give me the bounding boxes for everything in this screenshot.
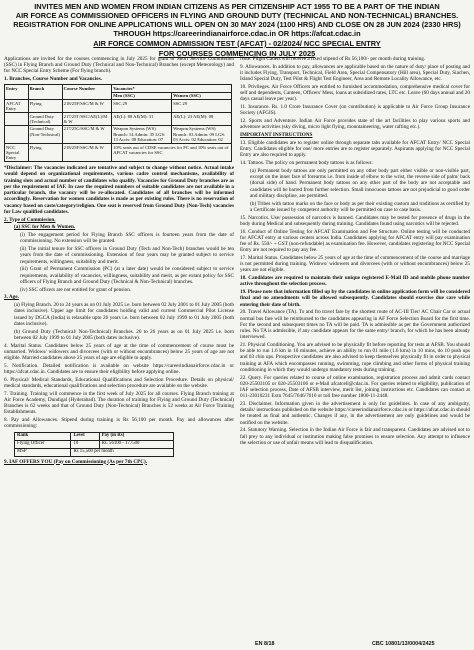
physical-conditioning-paragraph: 21. Physical Conditioning. You are advised to be physically fit before reporting for tests at AFSB. You should be able to run 1.6 km in 10 minutes, achieve an ability to run 01 mile (1.6 kms) in 10 mins, do 10 push ups and 03 chin ups. Prospective candidates are also advised to keep themselves physically fit in order to physical training at AFA which encompasses running, swimming, rope climbing and other forms of physical training conditioning in which they would undergo mandatory tests during training.: [240, 342, 470, 373]
vacancy-table-header-vacancies: Vacancies*: [112, 85, 232, 92]
registration-paragraph: 13. Eligible candidates are to register online through separate tabs available for AFCAT Entry/ NCC Special Entry. Candidates eligible for one/ more entries are to register separately. Aspirants applying for NCC Special Entry are also required to apply.: [240, 140, 470, 159]
standards-paragraph: 6. Physical/ Medical Standards, Educational Qualifications and Selection Procedure. Details on physical/ medical standards, educational qualifications and selection procedure are available on the website.: [4, 376, 234, 389]
pay-table: [14, 432, 174, 457]
disclaimer-paragraph: *Disclaimer: The vacancies indicated are tentative and subject to change without notice. Actual intake would depend on organizational requirements, various cadre control mechanisms, availability of training slots and actual number of candidates who qualify. Vacancies for Ground Duty branches are as per the requirement of IAF. In case the required numbers of suitable candidates are not available in a particular branch, the vacancy will be re-allocated. Candidates of all branches will be informed accordingly. Reservation for women candidates is made as per existing rules. There is no reservation of vacancy based on caste/category/religion. One seat is reserved from Ground Duty (Non-Tech) vacancies for Law qualified candidates.: [4, 165, 234, 215]
footer-code-mid: EN 8/18: [255, 641, 275, 647]
table-row: [5, 100, 232, 113]
header-line-2: AIR FORCE AS COMMISSIONED OFFICERS IN FLYING AND GROUND DUTY (TECHNICAL AND NON-TECHNICAL) BRANCHES.: [15, 11, 459, 20]
table-cell: Ground Duty (Technical): [28, 113, 62, 126]
table-row: [15, 440, 174, 448]
age-ground-duty: (b) Ground Duty (Technical/ Non-Technical) Branches. 20 to 26 years as on 01 July 2025 i.e. born between 02 July 1999 to 01 July 2005 (both dates inclusive).: [14, 328, 234, 341]
stipend-note: Note. Flight Cadets will receive a fixed stipend of Rs 56,100/- per month during training.: [240, 56, 426, 62]
privileges-paragraph: 10. Privileges. Air Force Officers are entitled to furnished accommodation, comprehensive medical cover for self and dependents, Canteen, Officers' Mess, loans at subsidized rates, LTC etc. Leave (60 days annual and 20 days casual leave per year).: [240, 84, 470, 103]
sports-paragraph: 12. Sports and Adventure. Indian Air Force provides state of the art facilities to play various sports and adventure activities (sky diving, micro light flying, mountaineering, water rafting etc.).: [240, 118, 470, 131]
query-paragraph: 22. Query. For queries related to course of online examination, registration process and admit cards contact 020-25503105 or 020-25503106 or e-Mail afcatcell@cdac.in. For queries related to eligibility, publication of IAF selection process, Date of AFSB interview, merit list, joining instructions etc. Candidates can contact at 011-23010231 Extn 7645/7646/7610 or toll free number 1800-11-2448.: [240, 374, 470, 400]
disclaimer-right-paragraph: 23. Disclaimer. Information given in the advertisement is only for guidelines. In case of any ambiguity, details/ instructions published on the website https://careerindianairforce.cdac.in or https://afcat.cdac.in should be treated as final and authentic. Changes if any, in the advertisement are only guidelines and would be notified on the website.: [240, 401, 470, 426]
ssc-point-iv: (iv) SSC officers are not entitled for grant of pension.: [20, 286, 132, 293]
narcotics-paragraph: 15. Narcotics. Use/ possession of narcotics is banned. Candidates may be tested for presence of drugs in the body during Medical and subsequently during training. Candidates found using narcotics will be rejected.: [240, 214, 470, 227]
online-testing-paragraph: 16. Conduct of Online Testing for AFCAT Examination and Fee Structure. Online testing will be conducted for AFCAT entry at various centers across India. Candidates applying for AFCAT entry will pay examination fee of Rs. 550/- + GST (non-refundable) as examination fee. However, candidates registering for NCC Special Entry are not required to pay any fee.: [240, 228, 470, 254]
table-cell: AE(L): 88 AE(M): 31: [112, 113, 172, 126]
pay-table-header-pay: Pay (in Rs): [99, 432, 173, 440]
age-heading: 3. Age.: [4, 294, 19, 301]
vacancy-table-header-men: Men (SSC): [112, 92, 172, 99]
vacancy-table: [4, 84, 232, 162]
header-line-3: REGISTRATION FOR ONLINE APPLICATIONS WILL OPEN ON 30 MAY 2024 (1100 HRS) AND CLOSE ON 28 JUN 2024 (2330 HRS): [13, 20, 461, 29]
tattoos-point-b: (b) Tribes with tattoo marks on the face or body as per their existing custom and traditions as certified by a Certificate issued by competent authority will be permitted on case to case basis.: [250, 200, 470, 213]
insurance-paragraph: 11. Insurance. Rs. 1.0 Crore Insurance Cover (on contribution) is applicable to Air Force Group Insurance Society (AFGIS).: [240, 104, 470, 117]
pay-paragraph: 8. Pay and Allowances. Stipend during training is Rs 56,100 per month. Pay and allowances after commissioning:: [4, 417, 234, 430]
table-cell: Ground Duty (Non-Technical): [28, 125, 62, 143]
tattoos-paragraph: 14. Tattoos. The policy on permanent body tattoos is as follows:: [240, 160, 373, 167]
table-cell: Flying Officer: [15, 440, 71, 448]
ssc-point-ii: (ii) The initial tenure for SSC officers in Ground Duty (Tech and Non-Tech) branches would be ten years from the date of commissioning. Extension of four years may be granted subject to service requirements, willingness, suitability and merit.: [20, 246, 234, 265]
tattoos-point-a: (a) Permanent body tattoos are only permitted on any other body part either visible or non-visible part, except on the inner face of forearms i.e. from inside of elbow to the wrist, the reverse side of palm/ back (dorsal side) of hand. Permanent body tattoos on any other part of the body are not acceptable and candidates will be barred from further selection. Small innocuous tattoos are not prejudicial to good order and military discipline, are permitted.: [250, 168, 470, 199]
ssc-point-iii: (iii) Grant of Permanent Commission (PC) (at a later date) would be considered subject to service requirements, availability of vacancies, willingness, suitability and merit, as per extant policy for SSC officers of Flying Branch and Ground Duty (Technical & Non-Technical) branches.: [20, 266, 234, 285]
table-cell: Rs. 56100 - 177500: [99, 440, 173, 448]
pay-table-msp-label: MSP: [15, 448, 71, 456]
marital-status-right-paragraph: 17. Marital Status. Candidates below 25 years of age at the time of commencement of the course and marriage is not permitted during training. Widows/ widowers and divorcees (with or without encumbrances) below 25 years are not eligible.: [240, 255, 470, 274]
important-instructions-heading: IMPORTANT INSTRUCTIONS: [240, 132, 313, 139]
table-cell: 10% seats out of CDSE vacancies for PC and 10% seats out of AFCAT vacancies for SSC: [112, 144, 232, 162]
table-cell: 217/25G/SSC/M & W: [62, 125, 112, 143]
iaf-offers-heading: 9. IAF OFFERS YOU (Pay on Commissioning (As per 7th CPC).: [4, 458, 148, 465]
table-cell: SSC 29: [172, 100, 232, 113]
table-row: [5, 125, 232, 143]
branches-heading: 1. Branches, Course Number and Vacancies.: [4, 76, 102, 83]
vacancy-table-header-branch: Branch: [28, 85, 62, 100]
header-line-4: THROUGH https://careerindianairforce.cdac.in OR https://afcat.cdac.in: [113, 29, 361, 38]
intro-paragraph: Applications are invited for the courses commencing in July 2025 for grant of Short Service Commission (SSC) in Flying Branch and Ground Duty (Technical and Non-Technical) Branches (except Meteorology) and for NCC Special Entry Scheme (For flying branch).: [4, 56, 234, 75]
left-column: [4, 56, 234, 646]
pay-table-header-rank: Rank: [15, 432, 71, 440]
two-column-body: [4, 56, 470, 646]
vacancy-table-header-women: Women (SSC): [172, 92, 232, 99]
table-cell: 10: [71, 440, 99, 448]
email-mobile-paragraph: 18. Candidates are required to maintain their unique registered E-Mail ID and mobile phone number active throughout the selection process.: [240, 275, 470, 288]
vacancy-table-header-entry: Entry: [5, 85, 29, 100]
advertisement-header: [4, 2, 470, 58]
table-cell: AE(L): 23 AE(M): 08: [172, 113, 232, 126]
allowances-paragraph: 9. Allowances. In addition to pay, allowances are applicable based on the nature of duty/ place of posting and it includes Flying, Transport, Technical, Field Area, Special Compensatory (Hill area), Special Duty, Siachen, Island Special Duty, Test Pilot & Flight Test Engineer, Area and Remote Locality Allowance, etc.: [240, 63, 470, 83]
header-subtitle-2: FOR COURSES COMMENCING IN JULY 2025: [158, 49, 316, 58]
application-final-paragraph: 19. Please note that information filled up by the candidates in online application form will be considered final and no amendments will be allowed subsequently. Candidates should exercise due care while entering their date of birth.: [240, 289, 470, 308]
table-cell: Flying: [28, 100, 62, 113]
ssc-heading: (a) SSC for Men & Women.: [14, 224, 76, 231]
commission-heading: 2. Type of Commission.: [4, 216, 56, 223]
vacancy-table-header-course: Course Number: [62, 85, 112, 100]
table-cell: 218/25F/SSC/M & W: [62, 144, 112, 162]
right-column: [240, 56, 470, 646]
header-subtitle: AIR FORCE COMMON ADMISSION TEST (AFCAT) - 02/2024/ NCC SPECIAL ENTRY: [93, 39, 381, 48]
marital-status-paragraph: 4. Marital Status. Candidates below 25 years of age at the time of commencement of course must be unmarried. Widows/ widowers and divorcees (with or without encumbrances) below 25 years of age are not eligible. Married candidates above 25 years of age are eligible to apply.: [4, 342, 234, 361]
table-cell: 217/25T/SSC/AE(L)/M & W: [62, 113, 112, 126]
table-cell: Weapon Systems (WS) Branch: 14 Admin: 35 LGS: 13 Accts: 08 Education: 07: [112, 125, 172, 143]
table-cell: AFCAT Entry: [5, 100, 29, 113]
table-cell: [5, 113, 29, 126]
age-flying: (a) Flying Branch. 20 to 24 years as on 01 July 2025 i.e. born between 02 July 2001 to 01 July 2005 (both dates inclusive). Upper age limit for candidates holding valid and current Commercial Pilot License issued by DGCA (India) is relaxable upto 26 years i.e. born between 02 July 1999 to 01 July 2005 (both dates inclusive).: [14, 302, 234, 327]
pay-table-header-level: Level: [71, 432, 99, 440]
training-paragraph: 7. Training. Training will commence in the first week of July 2025 for all courses. Flying Branch training at Air Force Academy, Dundigal (Hyderabad). The duration of training for Flying and Ground Duty (Technical) Branches is 62 weeks and that of Ground Duty (Non-Technical) Branches is 52 weeks at Air Force Training Establishments.: [4, 390, 234, 416]
ssc-point-i: (i) The engagement period for Flying Branch SSC officers is fourteen years from the date of commissioning. No extension will be granted.: [20, 232, 234, 245]
table-cell: 218/25F/SSC/M & W: [62, 100, 112, 113]
statutory-warning-paragraph: 24. Statutory Warning. Selection in the Indian Air Force is fair and transparent. Candidates are advised not to fall prey to any individual or institution making false promises to ensure selection. Any attempt to influence the selection or use of unfair means will lead to disqualification.: [240, 427, 470, 446]
table-row: [15, 448, 174, 456]
table-cell: [5, 125, 29, 143]
table-row: [5, 113, 232, 126]
table-cell: Weapon Systems (WS) Branch: 03 Admin: 09 LGS: 03 Accts: 02 Education: 02: [172, 125, 232, 143]
table-cell: Flying: [28, 144, 62, 162]
table-cell: SSC 29: [112, 100, 172, 113]
header-line-1: INVITES MEN AND WOMEN FROM INDIAN CITIZENS AS PER CITIZENSHIP ACT 1955 TO BE A PART OF THE INDIAN: [34, 2, 440, 11]
table-cell: NCC Special Entry: [5, 144, 29, 162]
footer-code-right: CBC 10801/13/0004/2425: [372, 641, 435, 647]
page-footer: [0, 641, 474, 649]
table-row: [5, 144, 232, 162]
notification-paragraph: 5. Notification. Detailed notification is available on website https://careerindianairforce.cdac.in or https://afcat.cdac.in. Candidates are to ensure their eligibility before applying online.: [4, 362, 234, 375]
pay-table-msp-value: Rs 15,500 per month: [71, 448, 174, 456]
travel-allowance-paragraph: 20. Travel Allowance (TA). To and fro travel fare by the shortest route of AC-III Tier/ AC Chair Car or actual normal bus fare will be reimbursed to the candidates appearing in AF Force Selection Board for the first time. For the second and subsequent times no TA will be paid. TA is admissible as per the Government authorized rules. No TA is admissible, if any candidate appears for the same entry/ branch, for which he has been already interviewed.: [240, 309, 470, 341]
